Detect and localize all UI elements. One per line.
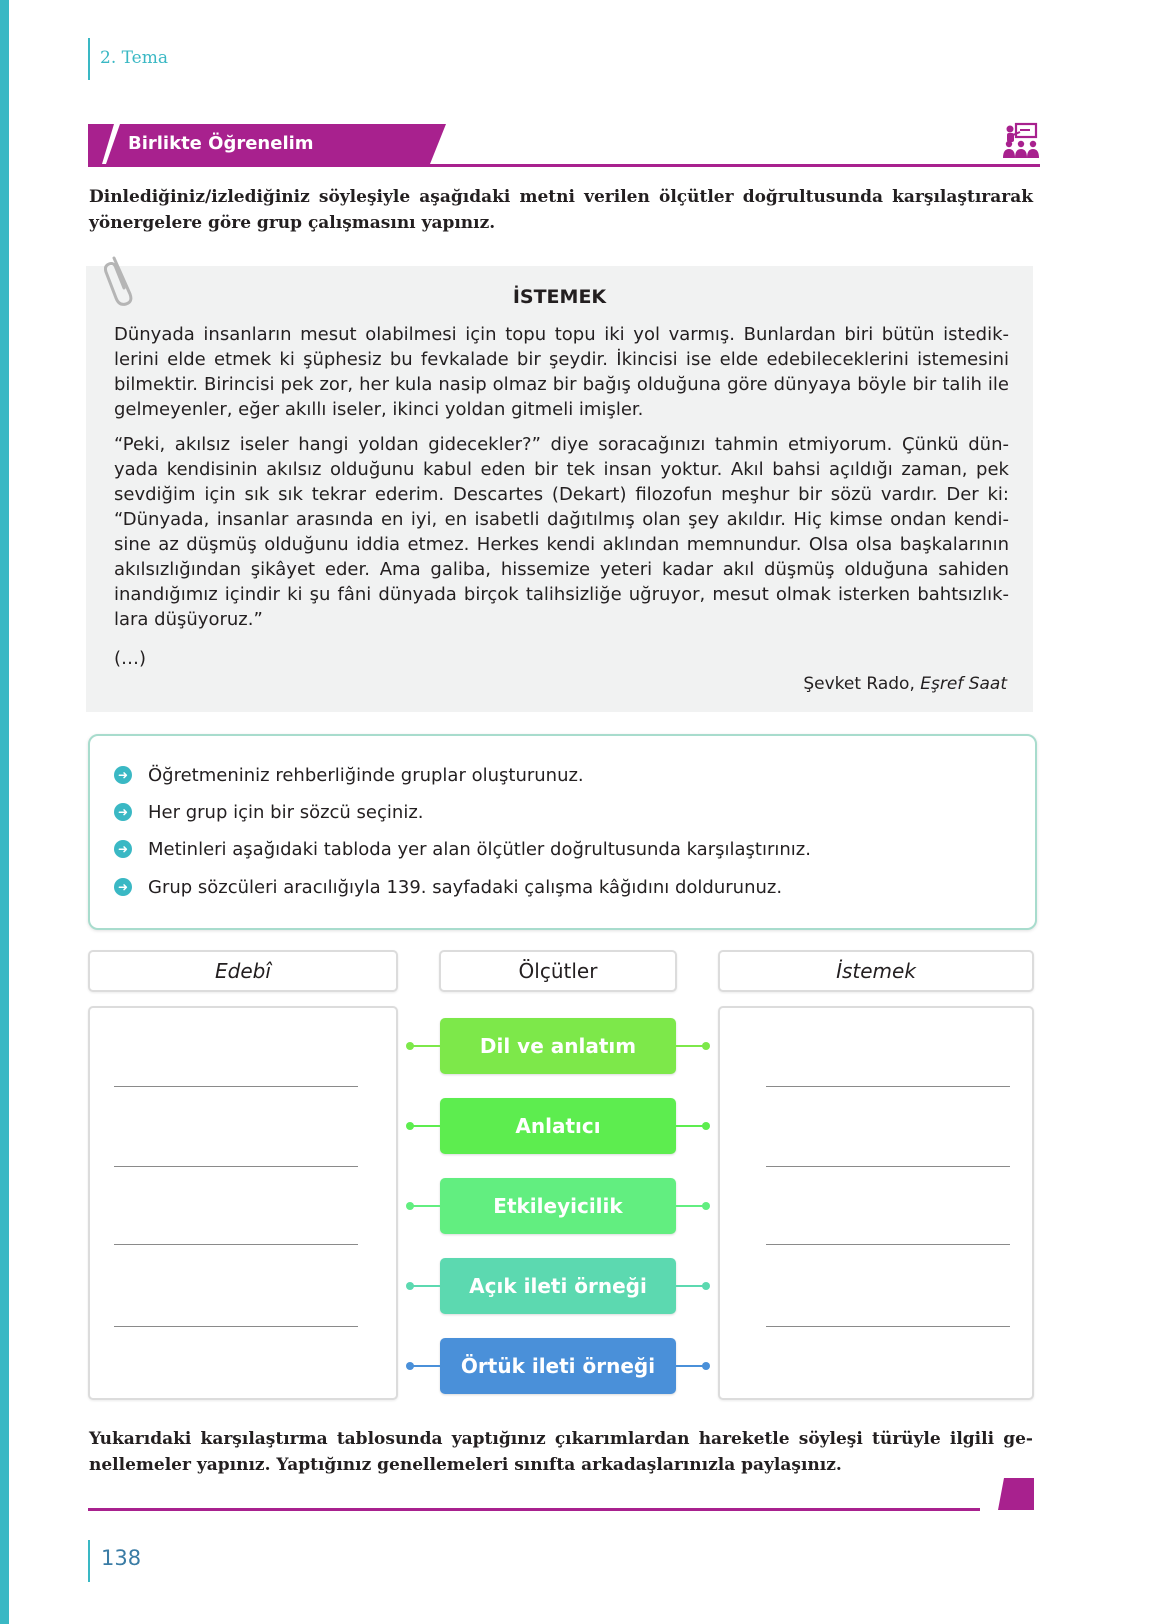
footer-instruction: Yukarıdaki karşılaştırma tablosunda yaptığınız çıkarımlardan hareketle söyleşi türüyle ilgili ge-nellemeler yapınız. Yaptığınız genellemeleri sınıfta arkadaşlarınızla paylaşınız.: [89, 1429, 1033, 1475]
step-text: Grup sözcüleri aracılığıyla 139. sayfadaki çalışma kâğıdını doldurunuz.: [148, 876, 783, 898]
left-answer-box: [88, 1006, 398, 1400]
middle-column-title: Ölçütler: [518, 959, 598, 983]
reading-author: Şevket Rado,: [803, 674, 921, 694]
left-connector-dot: [406, 1362, 414, 1370]
header-divider: [88, 38, 90, 80]
footer-divider: [88, 1540, 90, 1582]
step-item: [114, 799, 423, 825]
steps-box: [88, 734, 1037, 930]
middle-column-header: [439, 950, 677, 992]
right-column-title: İstemek: [836, 959, 916, 983]
section-rule: [88, 164, 1040, 167]
reading-source: [803, 674, 1007, 694]
bottom-rule: [88, 1508, 980, 1511]
bottom-corner-block: [998, 1478, 1034, 1510]
left-connector: [410, 1045, 440, 1047]
right-connector-dot: [702, 1202, 710, 1210]
left-column-title: Edebî: [215, 959, 271, 983]
write-line[interactable]: [766, 1244, 1010, 1245]
page-edge-bar: [0, 0, 9, 1624]
reading-box: [86, 266, 1033, 712]
instruction-text: Dinlediğiniz/izlediğiniz söyleşiyle aşağıdaki metni verilen ölçütler doğrultusunda karşılaştırarak yönergelere göre grup çalışmasını yapınız.: [89, 187, 1033, 233]
criterion-1: Dil ve anlatım: [440, 1018, 676, 1074]
write-line[interactable]: [766, 1326, 1010, 1327]
criterion-5: Örtük ileti örneği: [440, 1338, 676, 1394]
right-connector-dot: [702, 1042, 710, 1050]
criterion-4: Açık ileti örneği: [440, 1258, 676, 1314]
left-connector: [410, 1365, 440, 1367]
right-column-header: [718, 950, 1034, 992]
left-column-header: [88, 950, 398, 992]
left-connector-dot: [406, 1282, 414, 1290]
step-item: [114, 874, 782, 900]
group-presentation-icon: [1002, 122, 1040, 160]
step-text: Öğretmeniniz rehberliğinde gruplar oluşturunuz.: [148, 764, 584, 786]
arrow-right-icon: ➜: [114, 803, 132, 821]
reading-paragraph-1: Dünyada insanların mesut olabilmesi için topu topu iki yol varmış. Bunlardan biri bütün istedik-lerini elde etmek ki şüphesiz bu fevkalade bir şeydir. İkincisi ise elde edebileceklerini istemesini bilmektir. Birincisi pek zor, her kula nasip olmaz bir bağış olduğuna göre dünyaya böyle bir talih ile gelmeyenler, eğer akıllı iseler, ikinci yoldan gitmeli imişler.: [114, 324, 1009, 420]
write-line[interactable]: [114, 1244, 358, 1245]
write-line[interactable]: [766, 1086, 1010, 1087]
right-connector-dot: [702, 1282, 710, 1290]
arrow-right-icon: ➜: [114, 840, 132, 858]
reading-ellipsis: (…): [114, 648, 147, 669]
left-connector-dot: [406, 1042, 414, 1050]
step-item: [114, 762, 584, 788]
section-header: [88, 124, 1040, 166]
step-text: Her grup için bir sözcü seçiniz.: [148, 801, 424, 823]
left-connector: [410, 1285, 440, 1287]
reading-work: Eşref Saat: [920, 674, 1007, 694]
right-connector-dot: [702, 1362, 710, 1370]
step-text: Metinleri aşağıdaki tabloda yer alan ölçütler doğrultusunda karşılaştırınız.: [148, 838, 811, 860]
right-connector-dot: [702, 1122, 710, 1130]
write-line[interactable]: [766, 1166, 1010, 1167]
reading-body: [114, 322, 1009, 642]
left-connector-dot: [406, 1122, 414, 1130]
reading-title: İSTEMEK: [512, 286, 607, 308]
write-line[interactable]: [114, 1086, 358, 1087]
criterion-3: Etkileyicilik: [440, 1178, 676, 1234]
section-title: Birlikte Öğrenelim: [128, 133, 314, 154]
right-answer-box: [718, 1006, 1034, 1400]
theme-label: 2. Tema: [100, 48, 168, 68]
reading-paragraph-2: “Peki, akılsız iseler hangi yoldan gidecekler?” diye soracağınızı tahmin etmiyorum. Çünkü dün-yada kendisinin akılsız olduğunu kabul eden bir tek insan yoktur. Akıl bahsi açıldığı zaman, pek sevdiğim için sık sık tekrar ederim. Descartes (Dekart) filozofun meşhur bir sözü vardır. Der ki: “Dünyada, insanlar arasında en iyi, en isabetli dağıtılmış olan şey akıldır. Hiç kimse ondan kendi-sine az düşmüş olduğunu iddia etmez. Herkes kendi aklından memnundur. Olsa olsa başkalarının akılsızlığından şikâyet eder. Ama galiba, hissemize yeteri kadar akıl düşmüş olduğuna sahiden inandığımız içindir ki şu fâni dünyada birçok talihsizliğe uğruyor, mesut olmak isterken bahtsızlık-lara düşüyoruz.”: [114, 434, 1009, 630]
criterion-2: Anlatıcı: [440, 1098, 676, 1154]
write-line[interactable]: [114, 1166, 358, 1167]
left-connector-dot: [406, 1202, 414, 1210]
page-number: 138: [101, 1546, 142, 1570]
left-connector: [410, 1205, 440, 1207]
arrow-right-icon: ➜: [114, 766, 132, 784]
left-connector: [410, 1125, 440, 1127]
write-line[interactable]: [114, 1326, 358, 1327]
paperclip-icon: [104, 250, 140, 308]
arrow-right-icon: ➜: [114, 878, 132, 896]
step-item: [114, 836, 811, 862]
